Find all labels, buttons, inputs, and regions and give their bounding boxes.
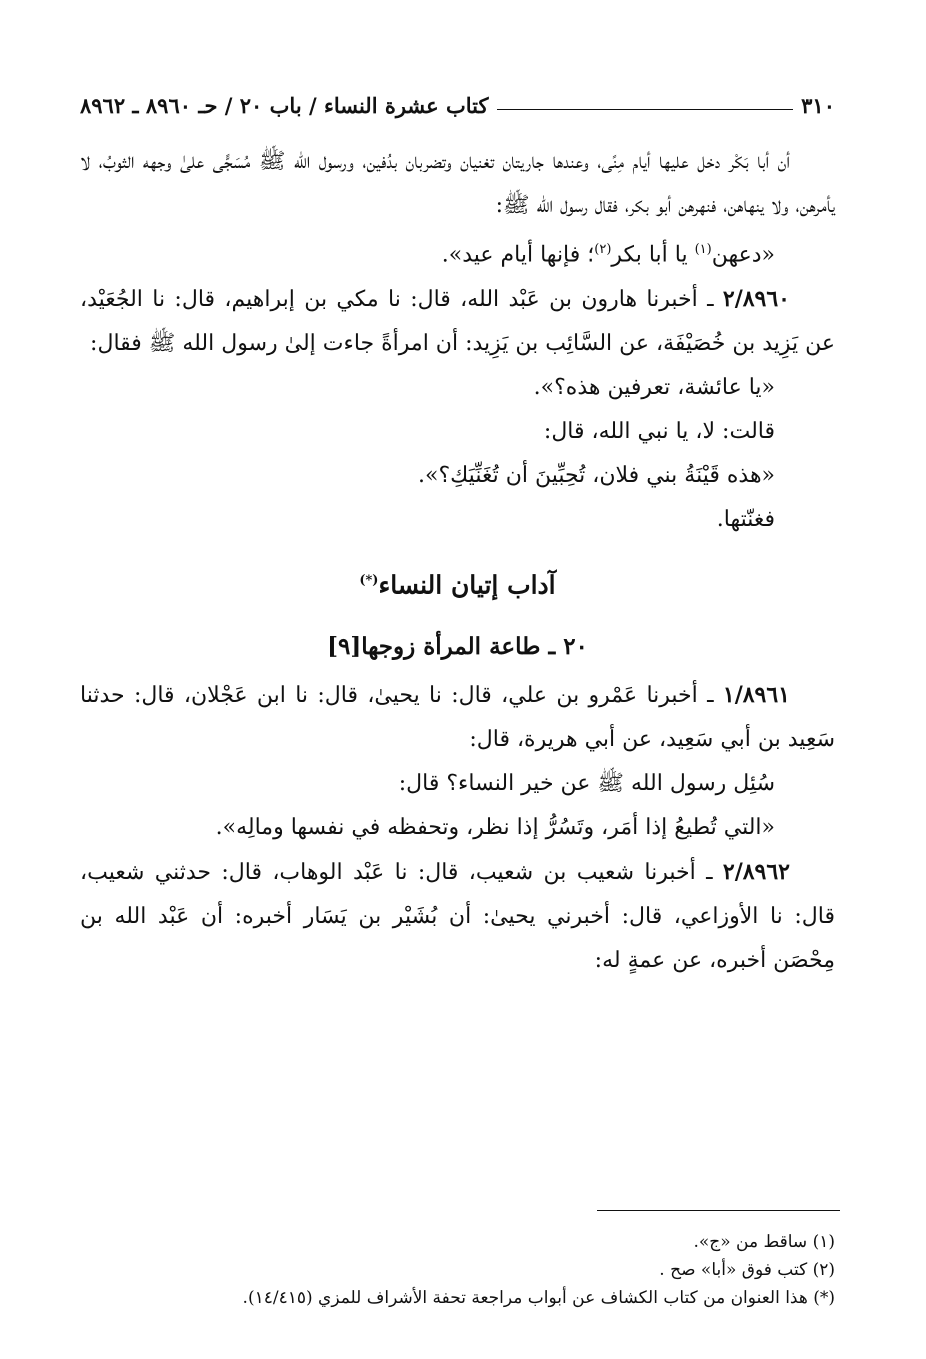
quote-line: قالت: لا، يا نبي الله، قال: (543, 419, 775, 445)
footnote-ref: (*) (359, 573, 379, 589)
hadith-text: ـ أخبرنا شعيب بن شعيب، قال: نا عَبْد الوهاب، قال: حدثني شعيب، قال: نا الأوزاعي، قال: أخبرني يحيىٰ: أن بُشَيْر بن يَسَار أخبره: أن عَبْد الله بن مِحْصَن أخبره، عن عمةٍ له: (80, 859, 835, 973)
hadith-paragraph (80, 850, 835, 983)
hadith-number: ٢/٨٩٦٠ (722, 286, 790, 313)
footnote: (*) هذا العنوان من كتاب الكشاف عن أبواب مراجعة تحفة الأشراف للمزي (١٤/٤١٥). (242, 1288, 835, 1308)
quote-text: «دعهن (711, 242, 775, 268)
hadith-paragraph (80, 673, 835, 762)
quote-line: سُئِل رسول الله ﷺ عن خير النساء؟ قال: (398, 770, 775, 796)
footnote-divider (597, 1210, 840, 1211)
quote-line: «التي تُطيعُ إذا أمَر، وتَسُرُّ إذا نظر، وتحفظه في نفسها ومالِه». (215, 814, 775, 840)
chapter-heading: ٢٠ ـ طاعة المرأة زوجها[٩] (327, 632, 588, 660)
running-header (80, 88, 835, 122)
main-text (80, 140, 835, 983)
hadith-text: ـ أخبرنا عَمْرو بن علي، قال: نا يحيىٰ، قال: نا ابن عَجْلان، قال: حدثنا سَعِيد بن أبي سَعِيد، عن أبي هريرة، قال: (80, 682, 835, 752)
section-heading-text: آداب إتيان النساء (378, 570, 556, 600)
hadith-paragraph (80, 277, 835, 366)
section-heading (80, 556, 835, 610)
hadith-text: ـ أخبرنا هارون بن عَبْد الله، قال: نا مكي بن إبراهيم، قال: نا الجُعَيْد، عن يَزِيد بن خُصَيْفَة، عن السَّائِب بن يَزِيد: أن امرأةً جاءت إلىٰ رسول الله ﷺ فقال: (80, 287, 835, 357)
quote-line (80, 228, 835, 277)
footnote: (١) ساقط من «ج». (693, 1232, 835, 1252)
page-number: ٣١٠ (801, 92, 835, 118)
footnote-ref: (٢) (594, 242, 612, 257)
hadith-number: ٢/٨٩٦٢ (722, 858, 790, 885)
paragraph: أن أبا بَكْر دخل عليها أيام مِنًى، وعندها جاريتان تغنيان وتضربان بدُفين، ورسول الله ﷺ مُسَجًّى علىٰ وجهه الثوبُ، لا يأمرهن، ولا ينهاهن، فنهرهن أبو بكر، فقال رسول الله ﷺ: (80, 149, 835, 218)
running-title: كتاب عشرة النساء / باب ٢٠ / حـ ٨٩٦٠ ـ ٨٩٦٢ (80, 92, 489, 118)
footnotes (80, 1228, 835, 1312)
quote-line: «يا عائشة، تعرفين هذه؟». (533, 375, 775, 401)
footnote: (٢) كتب فوق «أبا» صح . (659, 1260, 835, 1280)
quote-text: ؛ فإنها أيام عيد». (441, 242, 595, 268)
quote-line: فغنّتها. (716, 507, 775, 533)
footnote-ref: (١) (694, 242, 712, 257)
hadith-number: ١/٨٩٦١ (722, 681, 790, 708)
header-rule (497, 109, 794, 110)
quote-text: يا أبا بكر (611, 242, 695, 268)
quote-line: «هذه قَيْنَةُ بني فلان، تُحِبِّينَ أن تُغَنِّيَكِ؟». (418, 463, 775, 489)
